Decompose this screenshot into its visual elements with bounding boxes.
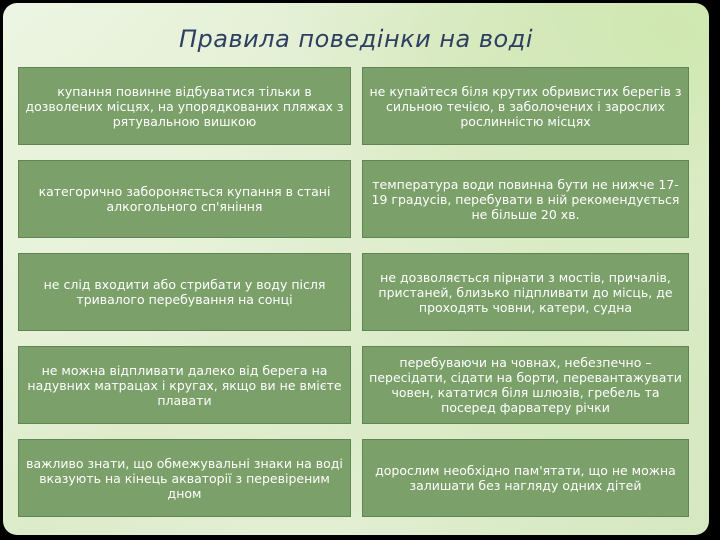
rule-cell-5-left <box>18 439 351 517</box>
rule-text: не можна відпливати далеко від берега на надувних матрацах і кругах, якщо ви не вмієте плавати <box>27 362 342 408</box>
slide-title: Правила поведінки на воді <box>179 25 533 53</box>
rule-text: категорично забороняється купання в стані алкогольного сп'яніння <box>38 184 331 214</box>
rule-cell-4-right <box>362 346 689 424</box>
rule-cell-5-right <box>362 439 689 517</box>
rule-text: важливо знати, що обмежувальні знаки на воді вказують на кінець акваторії з перевіреним дном <box>26 455 343 501</box>
rule-cell-4-left <box>18 346 351 424</box>
rule-text: перебуваючи на човнах, небезпечно – пересідати, сідати на борти, перевантажувати човен, кататися біля шлюзів, гребель та посеред фарватеру річки <box>369 355 682 415</box>
rule-text: купання повинне відбуватися тільки в дозволених місцях, на упорядкованих пляжах з рятувальною вишкою <box>25 83 344 129</box>
rule-text: не слід входити або стрибати у воду після тривалого перебування на сонці <box>43 277 326 307</box>
slide <box>3 3 709 535</box>
rule-text: температура води повинна бути не нижче 17-19 градусів, перебувати в ній рекомендується не більше 20 хв. <box>371 176 680 222</box>
rule-cell-2-right <box>362 160 689 238</box>
rule-cell-3-left <box>18 253 351 331</box>
rule-text: дорослим необхідно пам'ятати, що не можна залишати без нагляду одних дітей <box>375 463 676 493</box>
rule-cell-1-left <box>18 67 351 145</box>
rule-cell-2-left <box>18 160 351 238</box>
rule-text: не купайтеся біля крутих обривистих берегів з сильною течією, в заболочених і зарослих рослинністю місцях <box>369 83 682 129</box>
rule-text: не дозволяється пірнати з мостів, причалів, пристаней, близько підпливати до місць, де проходять човни, катери, судна <box>378 269 673 315</box>
rule-cell-1-right <box>362 67 689 145</box>
rule-cell-3-right <box>362 253 689 331</box>
